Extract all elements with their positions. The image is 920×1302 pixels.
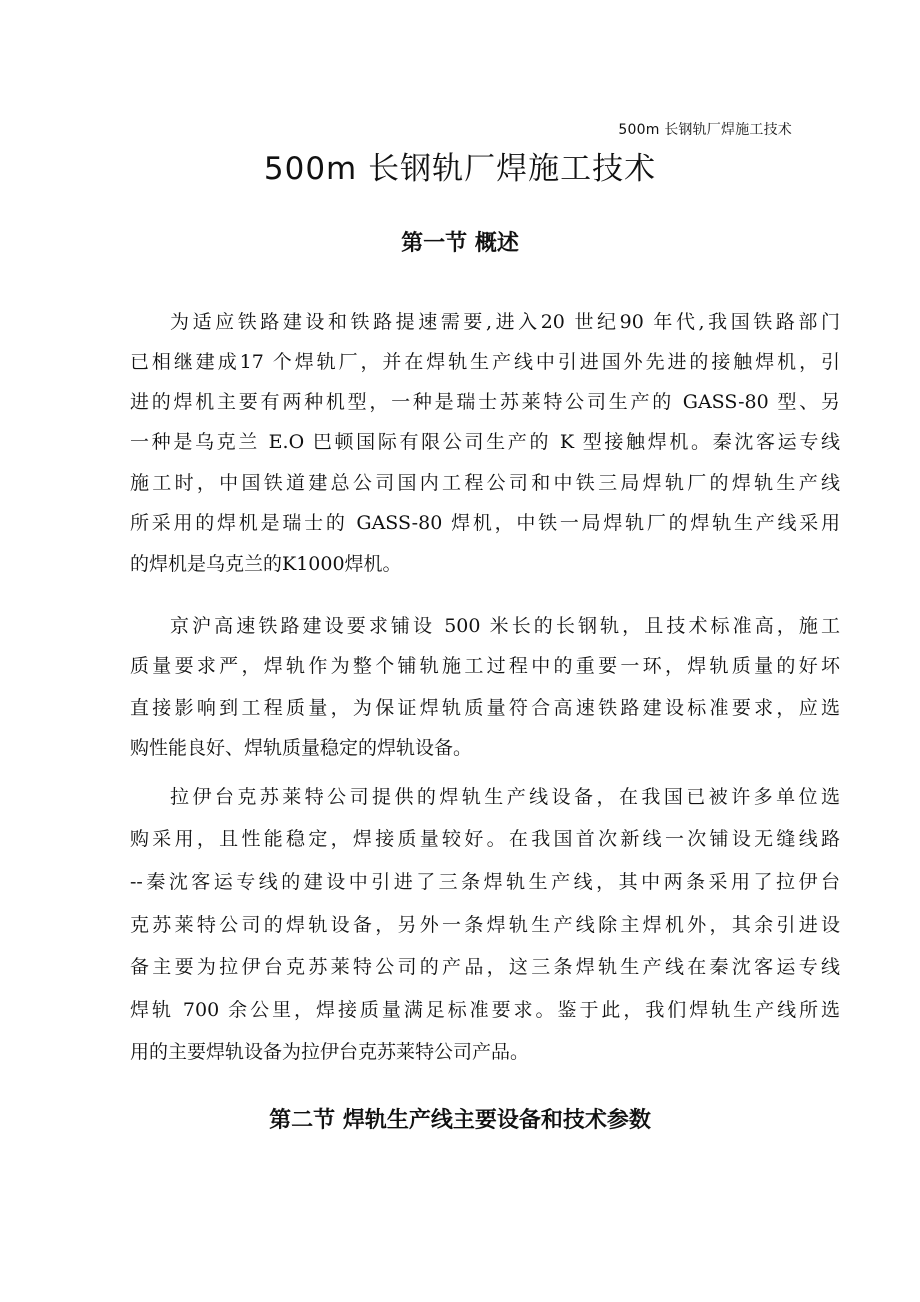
text-line: 京沪高速铁路建设要求铺设 500 米长的长钢轨，且技术标准高，施工 <box>170 615 840 637</box>
text-line: 拉伊台克苏莱特公司提供的焊轨生产线设备，在我国已被许多单位选 <box>170 786 840 808</box>
section-heading-equipment: 第二节 焊轨生产线主要设备和技术参数 <box>269 1108 651 1133</box>
text-line: 施工时，中国铁道建总公司国内工程公司和中铁三局焊轨厂的焊轨生产线 <box>130 472 840 494</box>
text-line: 购性能良好、焊轨质量稳定的焊轨设备。 <box>130 737 473 759</box>
text-line: 用的主要焊轨设备为拉伊台克苏莱特公司产品。 <box>130 1041 530 1063</box>
text-line: 购采用，且性能稳定，焊接质量较好。在我国首次新线一次铺设无缝线路 <box>130 828 840 850</box>
text-line: 已相继建成17 个焊轨厂，并在焊轨生产线中引进国外先进的接触焊机，引 <box>130 351 840 373</box>
text-line: 焊轨 700 余公里，焊接质量满足标准要求。鉴于此，我们焊轨生产线所选 <box>130 999 840 1021</box>
text-line: --秦沈客运专线的建设中引进了三条焊轨生产线，其中两条采用了拉伊台 <box>130 871 840 893</box>
running-header: 500m 长钢轨厂焊施工技术 <box>618 122 792 138</box>
text-line: 一种是乌克兰 E.O 巴顿国际有限公司生产的 K 型接触焊机。秦沈客运专线 <box>130 431 840 453</box>
text-line: 备主要为拉伊台克苏莱特公司的产品，这三条焊轨生产线在秦沈客运专线 <box>130 956 840 978</box>
text-line: 的焊机是乌克兰的K1000焊机。 <box>130 553 402 575</box>
section-heading-overview: 第一节 概述 <box>401 231 519 256</box>
text-line: 进的焊机主要有两种机型，一种是瑞士苏莱特公司生产的 GASS-80 型、另 <box>130 391 840 413</box>
text-line: 质量要求严，焊轨作为整个铺轨施工过程中的重要一环，焊轨质量的好坏 <box>130 655 840 677</box>
document-title: 500m 长钢轨厂焊施工技术 <box>263 151 657 187</box>
text-line: 所采用的焊机是瑞士的 GASS-80 焊机，中铁一局焊轨厂的焊轨生产线采用 <box>130 512 840 534</box>
text-line: 直接影响到工程质量，为保证焊轨质量符合高速铁路建设标准要求，应选 <box>130 697 840 719</box>
text-line: 为适应铁路建设和铁路提速需要,进入20 世纪90 年代,我国铁路部门 <box>170 311 840 333</box>
text-line: 克苏莱特公司的焊轨设备，另外一条焊轨生产线除主焊机外，其余引进设 <box>130 914 840 936</box>
